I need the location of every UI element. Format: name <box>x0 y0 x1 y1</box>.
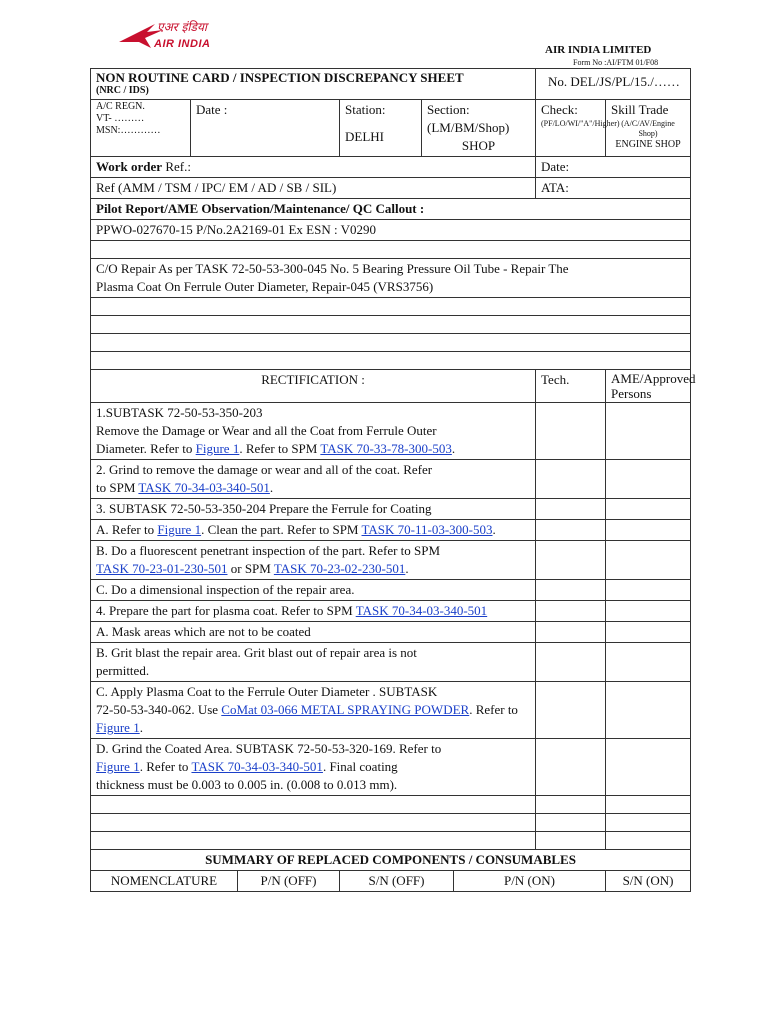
col-pn-on: P/N (ON) <box>454 871 606 892</box>
ame-heading: AME/Approved Persons <box>606 370 691 403</box>
card-subtitle: (NRC / IDS) <box>96 85 149 96</box>
blank-row <box>91 796 691 814</box>
blank-row <box>91 241 691 259</box>
col-nomenclature: NOMENCLATURE <box>91 871 238 892</box>
workorder-date: Date: <box>536 157 691 178</box>
rect-step-row <box>91 580 691 601</box>
blank-row <box>91 352 691 370</box>
blank-row <box>91 832 691 850</box>
figure-1-link[interactable]: Figure 1 <box>157 522 202 537</box>
step-3-text: 3. SUBTASK 72-50-53-350-204 Prepare the Ferrule for Coating <box>91 499 536 520</box>
check-label: Check: <box>541 102 578 117</box>
summary-header-row <box>91 871 691 892</box>
col-sn-off: S/N (OFF) <box>340 871 454 892</box>
rect-step-row: C. Apply Plasma Coat to the Ferrule Outer Diameter . SUBTASK 72-50-53-340-062. Use CoMat 03-066 METAL SPRAYING POWDER. Refer to Figure 1. <box>91 682 691 739</box>
rect-step-row <box>91 622 691 643</box>
rectification-heading: RECTIFICATION : <box>91 370 536 403</box>
blank-row <box>91 298 691 316</box>
date-field: Date : <box>191 100 340 157</box>
title-row <box>91 69 691 100</box>
pilot-line-1: PPWO-027670-15 P/No.2A2169-01 Ex ESN : V0290 <box>91 220 691 241</box>
tech-heading: Tech. <box>536 370 606 403</box>
pilot-line-2a: C/O Repair As per TASK 72-50-53-300-045 No. 5 Bearing Pressure Oil Tube - Repair The <box>96 261 569 276</box>
info-row <box>91 100 691 157</box>
comat-link[interactable]: CoMat 03-066 METAL SPRAYING POWDER <box>221 702 470 717</box>
rect-step-row <box>91 499 691 520</box>
step-2-text: 2. Grind to remove the damage or wear and all of the coat. Refer <box>96 462 433 477</box>
blank-row <box>91 334 691 352</box>
ref-row <box>91 178 691 199</box>
skill-value: ENGINE SHOP <box>615 139 681 150</box>
figure-1-link[interactable]: Figure 1 <box>96 759 140 774</box>
figure-1-link[interactable]: Figure 1 <box>195 441 240 456</box>
station-label: Station: <box>345 102 386 117</box>
rect-step-row: 1.SUBTASK 72-50-53-350-203 Remove the Damage or Wear and all the Coat from Ferrule Outer Diameter. Refer to Figure 1. Refer to SPM TASK 70-33-78-300-503. <box>91 403 691 460</box>
skill-sub: (A/C/AV/Engine Shop) <box>621 119 675 138</box>
task-link[interactable]: TASK 70-23-02-230-501 <box>273 561 406 576</box>
blank-row <box>91 316 691 334</box>
msn-field: MSN:………… <box>96 125 161 136</box>
task-link[interactable]: TASK 70-34-03-340-501 <box>191 759 323 774</box>
section-label: Section: <box>427 102 470 117</box>
rect-step-row: B. Do a fluorescent penetrant inspection of the part. Refer to SPM TASK 70-23-01-230-501 or SPM TASK 70-23-02-230-501. <box>91 541 691 580</box>
task-link[interactable]: TASK 70-23-01-230-501 <box>96 561 228 576</box>
check-sub: (PF/LO/WI/"A"/Higher) <box>541 119 620 128</box>
air-india-logo <box>117 18 232 58</box>
form-number: Form No :AI/FTM 01/F08 <box>573 58 659 67</box>
card-number: No. DEL/JS/PL/15./…… <box>536 69 691 100</box>
col-sn-on: S/N (ON) <box>606 871 691 892</box>
pilot-report-heading: Pilot Report/AME Observation/Maintenance/ QC Callout : <box>91 199 691 220</box>
step-a2-text: A. Mask areas which are not to be coated <box>91 622 536 643</box>
rect-step-row: D. Grind the Coated Area. SUBTASK 72-50-53-320-169. Refer to Figure 1. Refer to TASK 70-34-03-340-501. Final coating thickness must be 0.003 to 0.005 in. (0.008 to 0.013 mm). <box>91 739 691 796</box>
card-title: NON ROUTINE CARD / INSPECTION DISCREPANCY SHEET <box>96 70 464 85</box>
task-link[interactable]: TASK 70-34-03-340-501 <box>355 603 488 618</box>
section-value: SHOP <box>461 138 496 153</box>
workorder-row <box>91 157 691 178</box>
step-1-text: Remove the Damage or Wear and all the Coat from Ferrule Outer <box>96 423 437 438</box>
company-name: AIR INDIA LIMITED <box>545 44 652 56</box>
task-link[interactable]: TASK 70-33-78-300-503 <box>320 441 452 456</box>
task-link[interactable]: TASK 70-34-03-340-501 <box>138 480 270 495</box>
vt-field: VT- ……… <box>96 113 145 124</box>
col-pn-off: P/N (OFF) <box>238 871 340 892</box>
rectification-header-row <box>91 370 691 403</box>
ac-regn-label: A/C REGN. <box>96 101 145 112</box>
figure-1-link[interactable]: Figure 1 <box>96 720 140 735</box>
summary-heading: SUMMARY OF REPLACED COMPONENTS / CONSUMABLES <box>91 850 691 871</box>
step-c-text: C. Do a dimensional inspection of the repair area. <box>91 580 536 601</box>
rect-step-row: B. Grit blast the repair area. Grit blast out of repair area is not permitted. <box>91 643 691 682</box>
step-b-text: B. Do a fluorescent penetrant inspection of the part. Refer to SPM <box>96 543 441 558</box>
task-link[interactable]: TASK 70-11-03-300-503 <box>361 522 493 537</box>
station-value: DELHI <box>345 129 384 144</box>
blank-row <box>91 814 691 832</box>
workorder-label: Work order <box>96 159 163 174</box>
skill-label: Skill Trade <box>611 102 669 117</box>
step-1-title: 1.SUBTASK 72-50-53-350-203 <box>96 405 263 420</box>
section-sub: (LM/BM/Shop) <box>427 120 510 135</box>
workorder-ref: Ref.: <box>165 159 191 174</box>
rect-step-row: 2. Grind to remove the damage or wear and all of the coat. Refer to SPM TASK 70-34-03-340-501. <box>91 460 691 499</box>
ata-field: ATA: <box>536 178 691 199</box>
logo-hindi-text: एअर इंडिया <box>157 20 208 34</box>
rect-step-row: A. Refer to Figure 1. Clean the part. Refer to SPM TASK 70-11-03-300-503. <box>91 520 691 541</box>
ref-line: Ref (AMM / TSM / IPC/ EM / AD / SB / SIL) <box>91 178 536 199</box>
pilot-line-2b: Plasma Coat On Ferrule Outer Diameter, Repair-045 (VRS3756) <box>96 279 434 294</box>
inspection-sheet-table <box>90 68 696 892</box>
logo-text: AIR INDIA <box>154 38 211 50</box>
pilot-line-2 <box>91 259 691 298</box>
rect-step-row: 4. Prepare the part for plasma coat. Refer to SPM TASK 70-34-03-340-501 <box>91 601 691 622</box>
